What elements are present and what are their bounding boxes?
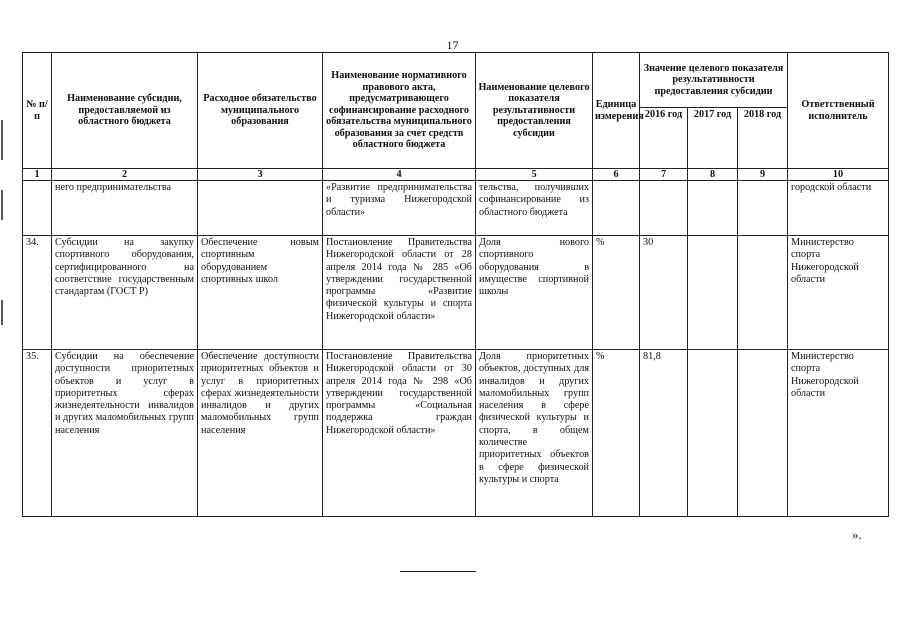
subsidy-name: Субсидии на закупку спортивного оборудования, сертифицированного на соответствие государственным стандартам (ГОСТ Р)	[52, 236, 198, 350]
value-2016: 30	[640, 236, 688, 350]
header-row	[23, 53, 889, 108]
header-indicator: Наименование целевого показателя результативности предоставления субсидии	[476, 53, 593, 169]
header-subsidy: Наименование субсидии, предоставляемой из областного бюджета	[52, 53, 198, 169]
subsidy-name: Субсидии на обеспечение доступности приоритетных объектов и услуг в приоритетных сферах жизнедеятельности инвалидов и других маломобильных групп населения	[52, 350, 198, 517]
indicator: тельства, получивших софинансирование из областного бюджета	[476, 181, 593, 236]
header-act: Наименование нормативного правового акта, предусматривающего софинансирование расходного обязательства муниципального образования за счет средств областного бюджета	[323, 53, 476, 169]
value-2017	[688, 350, 738, 517]
column-number: 10	[788, 169, 889, 181]
column-number: 4	[323, 169, 476, 181]
scan-edge	[0, 0, 4, 640]
table-row	[23, 181, 889, 236]
column-number: 6	[593, 169, 640, 181]
unit: %	[593, 236, 640, 350]
closing-quote: ».	[852, 527, 862, 542]
unit: %	[593, 350, 640, 517]
value-2016	[640, 181, 688, 236]
executor: городской области	[788, 181, 889, 236]
column-numbers-row	[23, 169, 889, 181]
header-executor: Ответственный исполнитель	[788, 53, 889, 169]
unit	[593, 181, 640, 236]
value-2018	[738, 236, 788, 350]
indicator: Доля приоритетных объектов, доступных для инвалидов и других маломобильных групп населения в сфере физической культуры и спорта, в общем количестве приоритетных объектов в сфере физической культуры и спорта	[476, 350, 593, 517]
row-number: 34.	[23, 236, 52, 350]
header-unit: Единица измерения	[593, 53, 640, 169]
header-target-values: Значение целевого показателя результативности предоставления субсидии	[640, 53, 788, 108]
header-num: № п/п	[23, 53, 52, 169]
header-obligation: Расходное обязательство муниципального образования	[198, 53, 323, 169]
subsidy-table	[22, 52, 889, 517]
subsidy-name: него предпринимательства	[52, 181, 198, 236]
column-number: 3	[198, 169, 323, 181]
column-number: 1	[23, 169, 52, 181]
legal-act: «Развитие предпринимательства и туризма Нижегородской области»	[323, 181, 476, 236]
column-number: 8	[688, 169, 738, 181]
footer-divider	[400, 571, 476, 572]
obligation: Обеспечение доступности приоритетных объектов и услуг в приоритетных сферах жизнедеятельности инвалидов и других маломобильных групп населения	[198, 350, 323, 517]
column-number: 9	[738, 169, 788, 181]
header-year-2018: 2018 год	[738, 108, 788, 169]
header-year-2016: 2016 год	[640, 108, 688, 169]
obligation	[198, 181, 323, 236]
table-row	[23, 236, 889, 350]
value-2018	[738, 350, 788, 517]
page-number: 17	[446, 38, 459, 52]
legal-act: Постановление Правительства Нижегородской области от 30 апреля 2014 года № 298 «Об утверждении государственной программы «Социальная поддержка граждан Нижегородской области»	[323, 350, 476, 517]
value-2017	[688, 181, 738, 236]
column-number: 2	[52, 169, 198, 181]
value-2016: 81,8	[640, 350, 688, 517]
table-row	[23, 350, 889, 517]
column-number: 7	[640, 169, 688, 181]
executor: Министерство спорта Нижегородской области	[788, 236, 889, 350]
row-number	[23, 181, 52, 236]
value-2017	[688, 236, 738, 350]
legal-act: Постановление Правительства Нижегородской области от 28 апреля 2014 года № 285 «Об утверждении государственной программы «Развитие физической культуры и спорта Нижегородской области»	[323, 236, 476, 350]
column-number: 5	[476, 169, 593, 181]
value-2018	[738, 181, 788, 236]
obligation: Обеспечение новым спортивным оборудованием спортивных школ	[198, 236, 323, 350]
row-number: 35.	[23, 350, 52, 517]
executor: Министерство спорта Нижегородской области	[788, 350, 889, 517]
indicator: Доля нового спортивного оборудования в имуществе спортивной школы	[476, 236, 593, 350]
header-year-2017: 2017 год	[688, 108, 738, 169]
